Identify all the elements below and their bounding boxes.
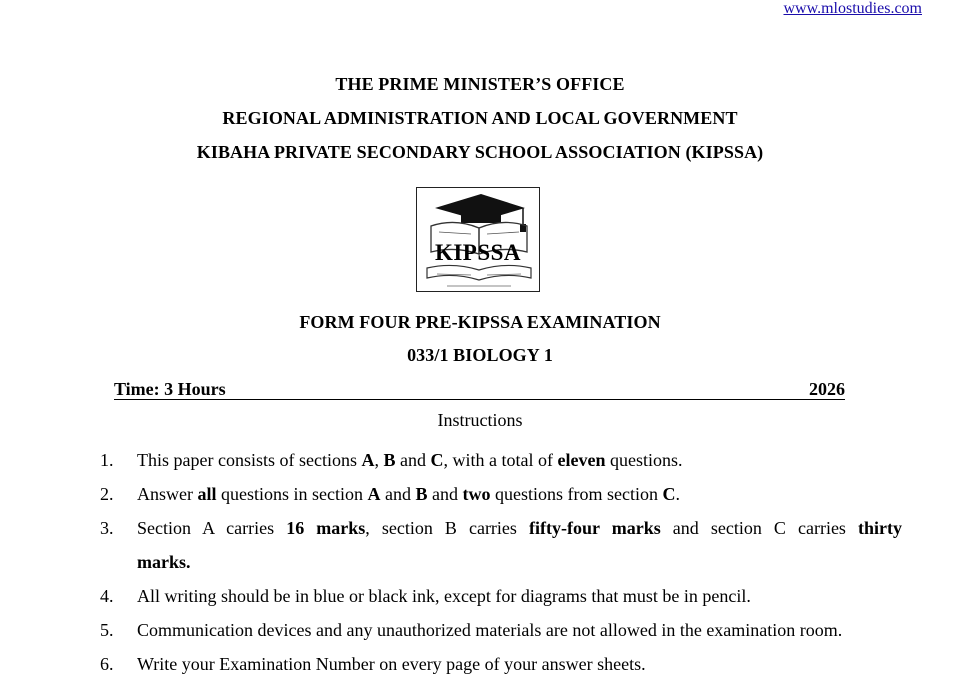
instructions-title: Instructions bbox=[437, 410, 523, 430]
item-bold: 16 marks bbox=[286, 518, 366, 538]
instructions-list bbox=[100, 443, 902, 681]
item-bold: all bbox=[197, 484, 217, 504]
item-text: questions. bbox=[605, 450, 683, 470]
item-bold: two bbox=[462, 484, 491, 504]
item-bold: fifty-four marks bbox=[529, 518, 661, 538]
item-text: . bbox=[675, 484, 681, 504]
item-continuation: marks. bbox=[137, 552, 191, 572]
time-year-row bbox=[114, 379, 845, 400]
item-text: Communication devices and any unauthorized materials are not allowed in the examination room. bbox=[137, 620, 843, 640]
item-bold: C bbox=[430, 450, 444, 470]
item-text: and section C carries bbox=[660, 518, 859, 538]
item-text: All writing should be in blue or black ink, except for diagrams that must be in pencil. bbox=[137, 586, 751, 606]
instruction-item bbox=[100, 579, 902, 613]
item-text: Write your Examination Number on every page of your answer sheets. bbox=[137, 654, 646, 674]
logo-text: KIPSSA bbox=[434, 240, 522, 265]
exam-title: FORM FOUR PRE-KIPSSA EXAMINATION bbox=[299, 312, 661, 332]
kipssa-logo bbox=[416, 187, 540, 292]
website-link[interactable]: www.mlostudies.com bbox=[783, 0, 922, 17]
item-text: , with a total of bbox=[443, 450, 558, 470]
item-bold: C bbox=[662, 484, 676, 504]
item-text: Section A carries bbox=[137, 518, 287, 538]
header-line-regional: REGIONAL ADMINISTRATION AND LOCAL GOVERNMENT bbox=[222, 108, 738, 128]
exam-subject: 033/1 BIOLOGY 1 bbox=[407, 345, 553, 365]
header-line-office: THE PRIME MINISTER’S OFFICE bbox=[335, 74, 625, 94]
item-number: 6. bbox=[100, 654, 114, 674]
item-number: 5. bbox=[100, 620, 114, 640]
exam-time: Time: 3 Hours bbox=[114, 379, 226, 399]
item-text: Answer bbox=[137, 484, 198, 504]
exam-year: 2026 bbox=[809, 379, 845, 399]
item-bold: A bbox=[361, 450, 375, 470]
item-text: and bbox=[427, 484, 463, 504]
item-bold: eleven bbox=[557, 450, 606, 470]
item-bold: thirty bbox=[858, 518, 903, 538]
instruction-item bbox=[100, 613, 902, 647]
item-text: questions in section bbox=[216, 484, 368, 504]
item-bold: A bbox=[367, 484, 381, 504]
header-line-association: KIBAHA PRIVATE SECONDARY SCHOOL ASSOCIATION (KIPSSA) bbox=[196, 142, 764, 162]
item-text: , section B carries bbox=[365, 518, 529, 538]
item-bold: B bbox=[383, 450, 396, 470]
instruction-item bbox=[100, 647, 902, 681]
item-text-justified bbox=[137, 511, 902, 545]
instruction-item bbox=[100, 511, 902, 579]
item-text: , bbox=[374, 450, 384, 470]
item-bold: B bbox=[415, 484, 428, 504]
instruction-item bbox=[100, 477, 902, 511]
item-text: This paper consists of sections bbox=[137, 450, 362, 470]
item-number: 3. bbox=[100, 518, 114, 538]
item-number: 1. bbox=[100, 450, 114, 470]
instruction-item bbox=[100, 443, 902, 477]
item-number: 4. bbox=[100, 586, 114, 606]
item-number: 2. bbox=[100, 484, 114, 504]
item-text: questions from section bbox=[490, 484, 663, 504]
item-text: and bbox=[395, 450, 431, 470]
item-text: and bbox=[380, 484, 416, 504]
